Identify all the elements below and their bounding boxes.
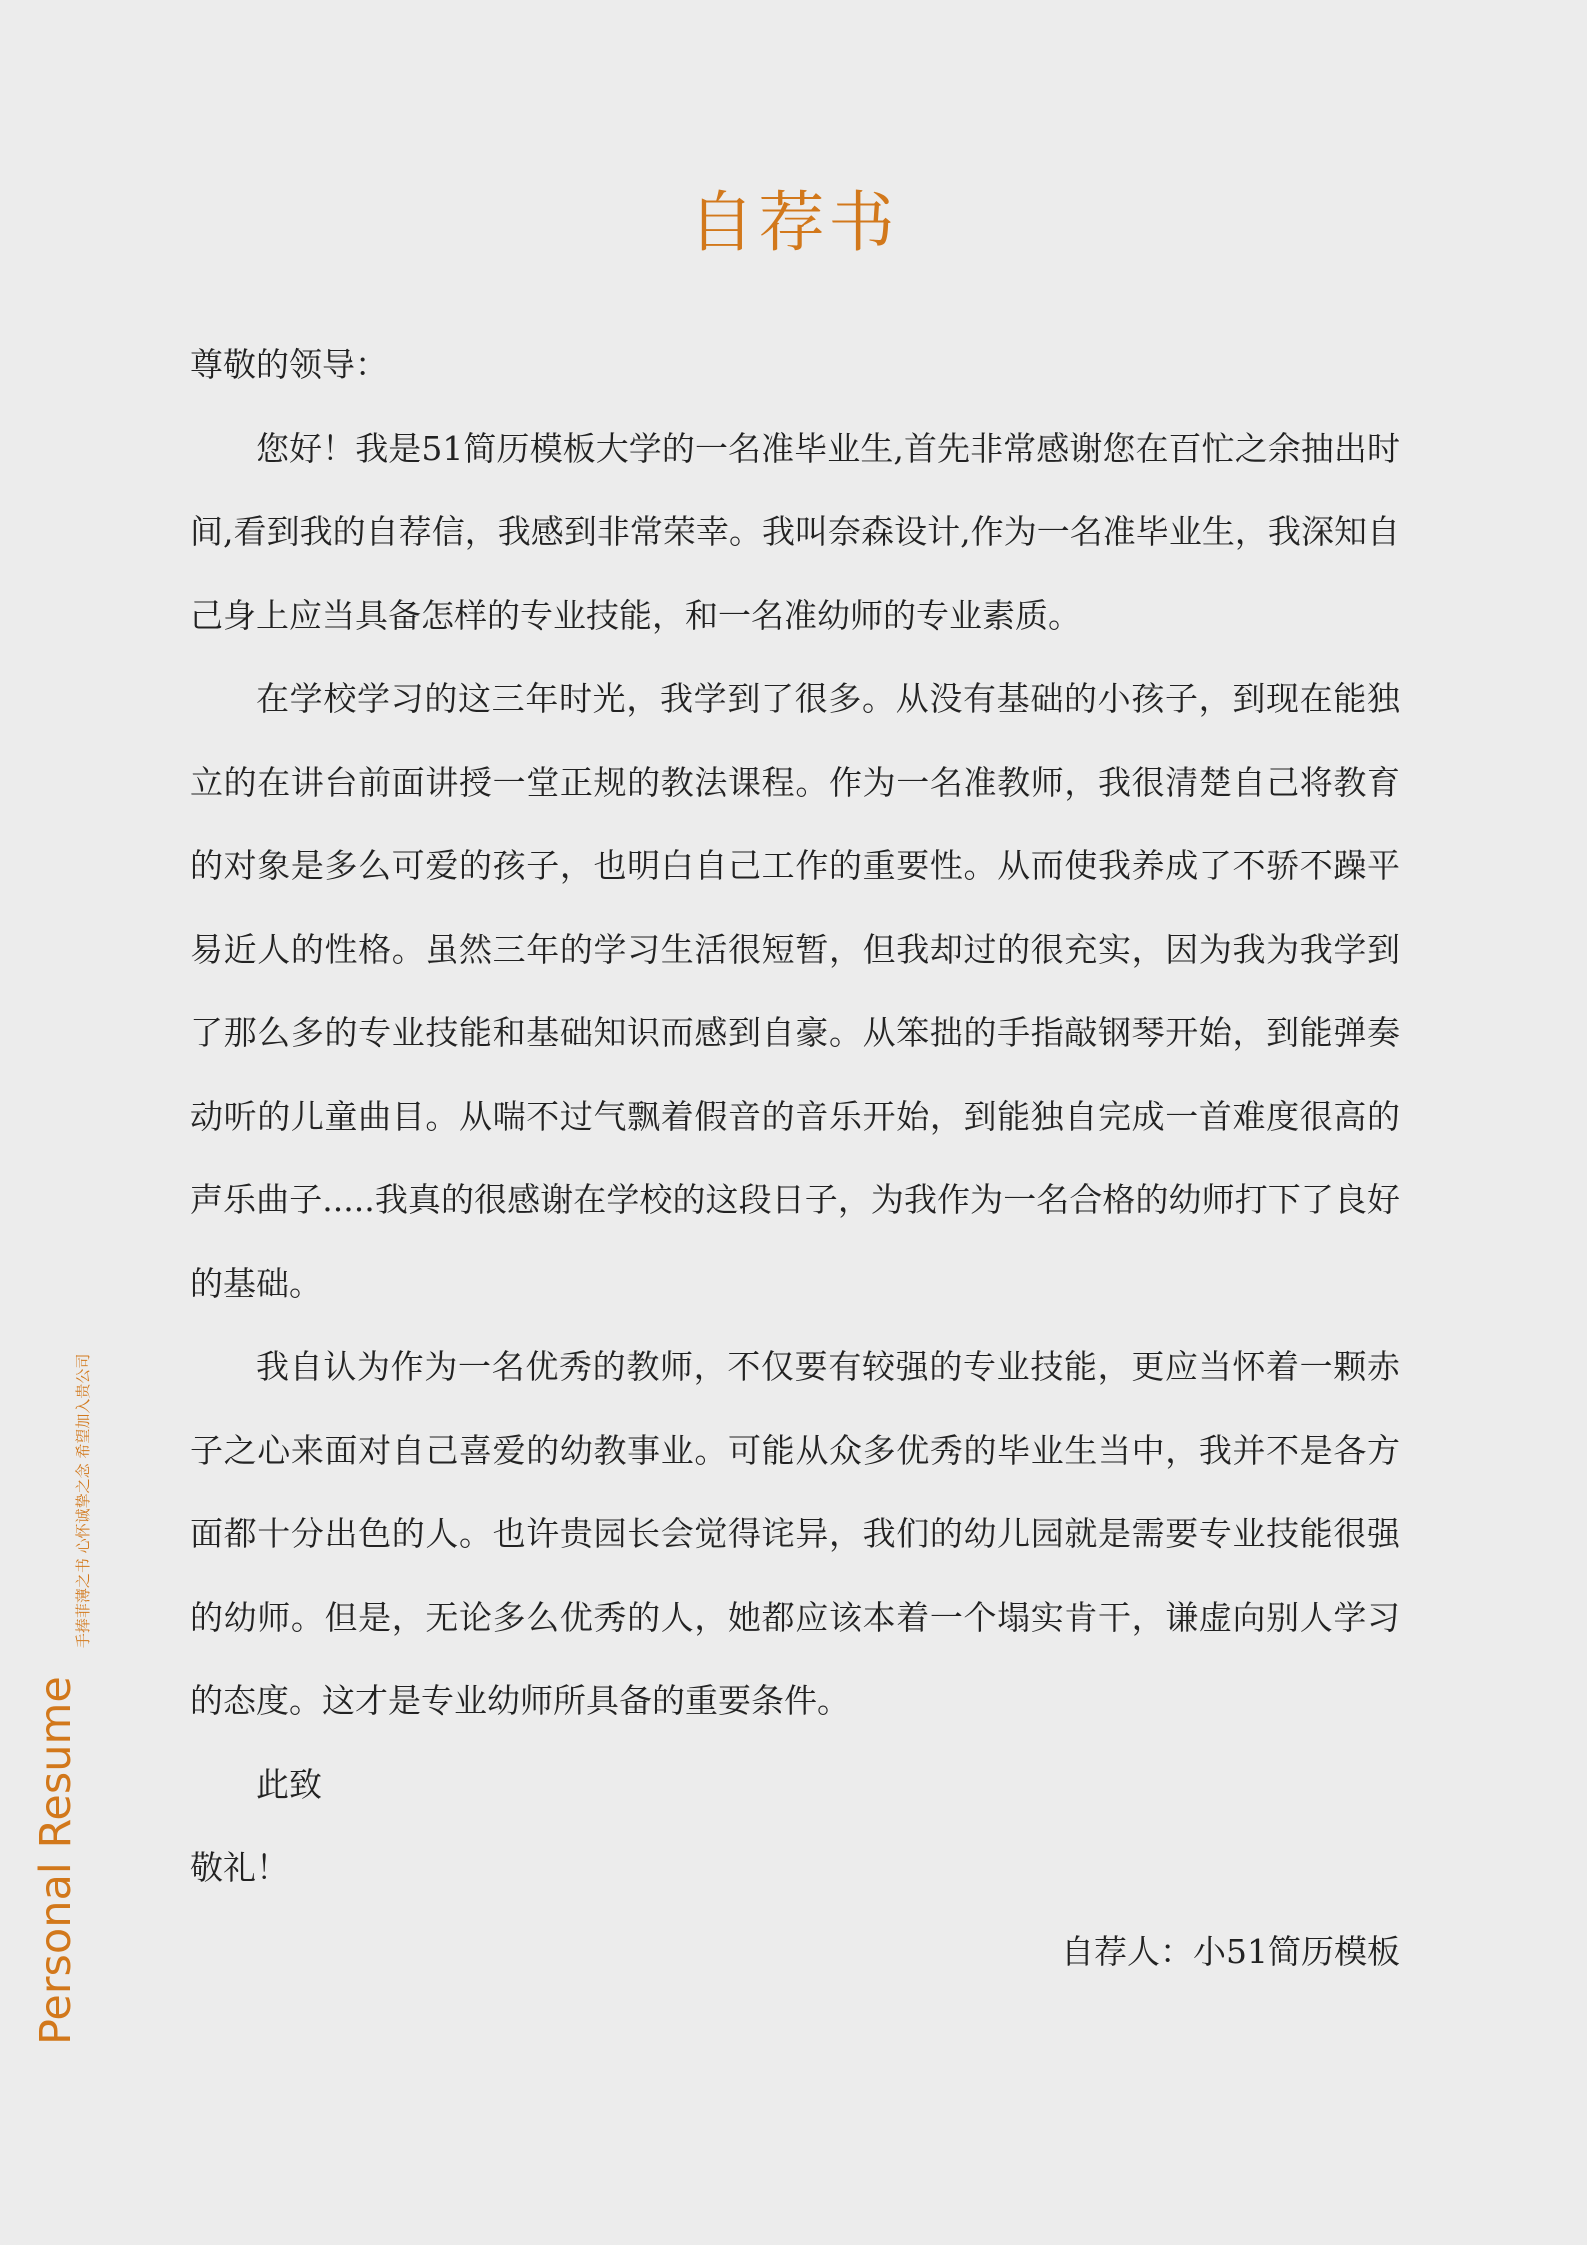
side-brand-subtitle: 手捧菲薄之书 心怀诚挚之念 希望加入贵公司	[73, 1353, 92, 1649]
closing-salute: 敬礼！	[190, 1848, 289, 1887]
salutation: 尊敬的领导：	[190, 345, 388, 384]
document-title: 自荐书	[688, 184, 899, 261]
side-brand	[28, 1353, 92, 2045]
letter-body	[190, 323, 1400, 1993]
paragraph-attitude: 我自认为作为一名优秀的教师，不仅要有较强的专业技能，更应当怀着一颗赤子之心来面对自己喜爱的幼教事业。可能从众多优秀的毕业生当中，我并不是各方面都十分出色的人。也许贵园长会觉得诧异，我们的幼儿园就是需要专业技能很强的幼师。但是，无论多么优秀的人，她都应该本着一个塌实肯干，谦虚向别人学习的态度。这才是专业幼师所具备的重要条件。	[190, 1347, 1400, 1720]
signature: 自荐人：小51简历模板	[1061, 1931, 1400, 1971]
paragraph-study: 在学校学习的这三年时光，我学到了很多。从没有基础的小孩子，到现在能独立的在讲台前面讲授一堂正规的教法课程。作为一名准教师，我很清楚自己将教育的对象是多么可爱的孩子，也明白自己工作的重要性。从而使我养成了不骄不躁平易近人的性格。虽然三年的学习生活很短暂，但我却过的很充实，因为我为我学到了那么多的专业技能和基础知识而感到自豪。从笨拙的手指敲钢琴开始，到能弹奏动听的儿童曲目。从喘不过气飘着假音的音乐开始，到能独自完成一首难度很高的声乐曲子.....我真的很感谢在学校的这段日子，为我作为一名合格的幼师打下了良好的基础。	[190, 679, 1400, 1303]
side-brand-title: Personal Resume	[31, 1676, 81, 2045]
paragraph-intro: 您好！我是51简历模板大学的一名准毕业生,首先非常感谢您在百忙之余抽出时间,看到我的自荐信，我感到非常荣幸。我叫奈森设计,作为一名准毕业生，我深知自己身上应当具备怎样的专业技能，和一名准幼师的专业素质。	[190, 428, 1400, 635]
closing-regards: 此致	[256, 1764, 322, 1804]
